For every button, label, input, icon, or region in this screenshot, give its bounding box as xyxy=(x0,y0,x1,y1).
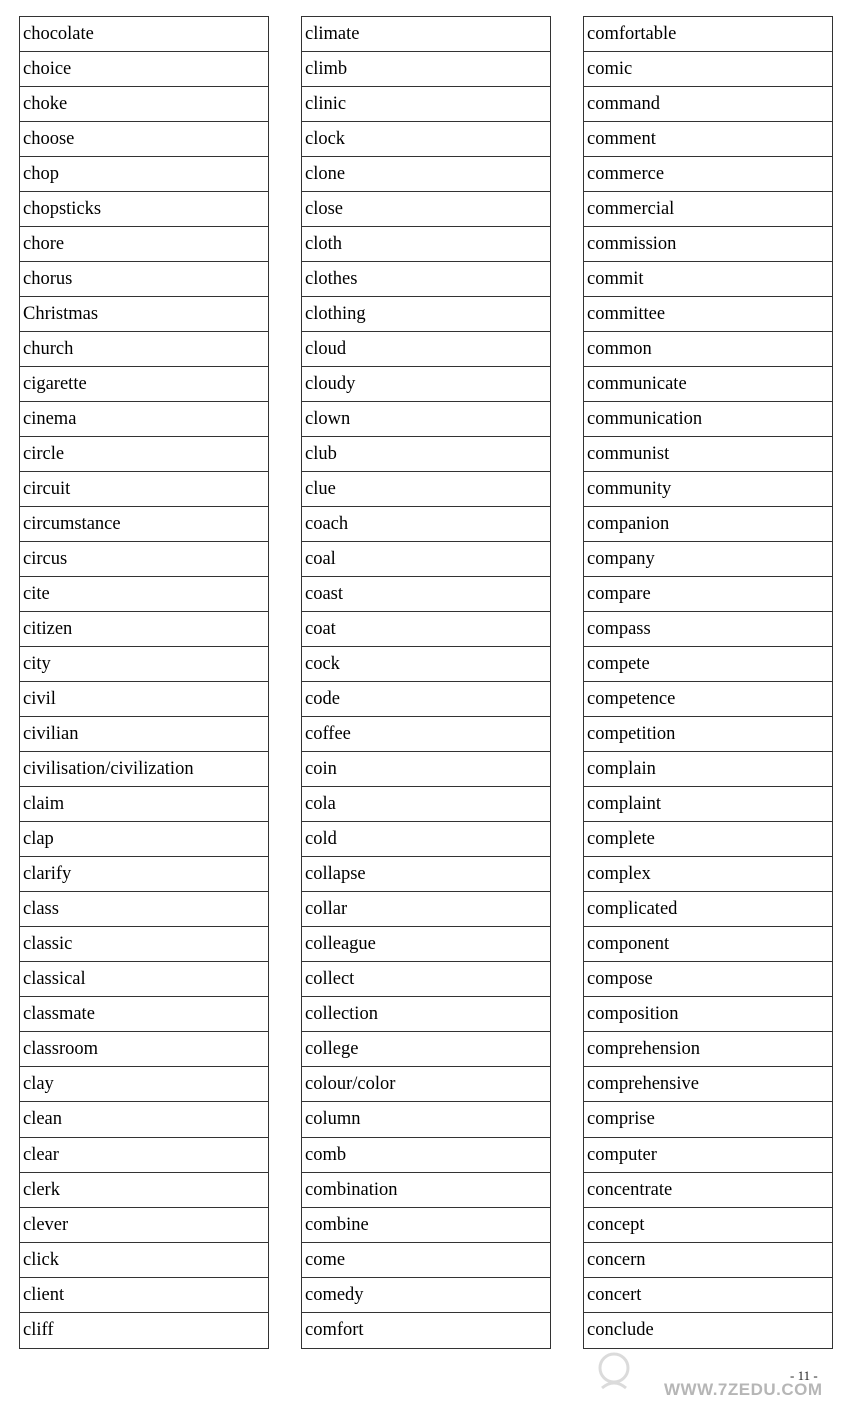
word-cell: clarify xyxy=(20,857,268,892)
word-cell: colour/color xyxy=(302,1067,550,1102)
word-cell: click xyxy=(20,1243,268,1278)
word-cell: comic xyxy=(584,52,832,87)
word-cell: commission xyxy=(584,227,832,262)
word-cell: circuit xyxy=(20,472,268,507)
word-cell: colleague xyxy=(302,927,550,962)
word-cell: collection xyxy=(302,997,550,1032)
word-cell: club xyxy=(302,437,550,472)
word-cell: complaint xyxy=(584,787,832,822)
word-cell: civilian xyxy=(20,717,268,752)
word-cell: chorus xyxy=(20,262,268,297)
word-cell: cola xyxy=(302,787,550,822)
page-number: - 11 - xyxy=(790,1368,818,1383)
word-cell: circumstance xyxy=(20,507,268,542)
word-cell: coach xyxy=(302,507,550,542)
word-cell: choose xyxy=(20,122,268,157)
word-cell: command xyxy=(584,87,832,122)
word-cell: compete xyxy=(584,647,832,682)
word-cell: companion xyxy=(584,507,832,542)
word-cell: communist xyxy=(584,437,832,472)
word-cell: close xyxy=(302,192,550,227)
word-cell: client xyxy=(20,1278,268,1313)
word-cell: concentrate xyxy=(584,1173,832,1208)
word-cell: chore xyxy=(20,227,268,262)
word-cell: coffee xyxy=(302,717,550,752)
word-cell: classical xyxy=(20,962,268,997)
word-cell: cloud xyxy=(302,332,550,367)
word-cell: clear xyxy=(20,1138,268,1173)
word-cell: clean xyxy=(20,1102,268,1137)
word-cell: comfort xyxy=(305,1319,364,1340)
word-cell: circle xyxy=(20,437,268,472)
watermark-url: WWW.7ZEDU.COM xyxy=(664,1380,823,1399)
word-cell: cliff xyxy=(23,1319,54,1340)
word-cell: college xyxy=(302,1032,550,1067)
word-cell: classmate xyxy=(20,997,268,1032)
word-cell: classic xyxy=(20,927,268,962)
word-cell: choice xyxy=(20,52,268,87)
word-cell: code xyxy=(302,682,550,717)
word-cell: civilisation/civilization xyxy=(20,752,268,787)
word-cell: civil xyxy=(20,682,268,717)
word-cell: community xyxy=(584,472,832,507)
word-cell: combination xyxy=(302,1173,550,1208)
word-cell: chop xyxy=(20,157,268,192)
word-cell: climb xyxy=(302,52,550,87)
word-cell: comment xyxy=(584,122,832,157)
word-cell: collect xyxy=(302,962,550,997)
word-cell: coast xyxy=(302,577,550,612)
word-cell: competition xyxy=(584,717,832,752)
word-column-1 xyxy=(19,16,269,1349)
word-cell: chopsticks xyxy=(20,192,268,227)
word-cell: citizen xyxy=(20,612,268,647)
word-cell: comfortable xyxy=(584,17,832,52)
word-cell: choke xyxy=(20,87,268,122)
word-cell: collar xyxy=(302,892,550,927)
word-cell: commercial xyxy=(584,192,832,227)
word-cell: class xyxy=(20,892,268,927)
word-cell: coin xyxy=(302,752,550,787)
word-cell: conclude xyxy=(587,1319,654,1340)
word-cell: classroom xyxy=(20,1032,268,1067)
word-cell: complain xyxy=(584,752,832,787)
word-cell: committee xyxy=(584,297,832,332)
word-cell: clever xyxy=(20,1208,268,1243)
word-cell: component xyxy=(584,927,832,962)
word-cell: communication xyxy=(584,402,832,437)
word-cell: church xyxy=(20,332,268,367)
word-cell: cinema xyxy=(20,402,268,437)
word-cell: clock xyxy=(302,122,550,157)
word-cell: comb xyxy=(302,1138,550,1173)
word-cell: clone xyxy=(302,157,550,192)
word-cell: concern xyxy=(584,1243,832,1278)
word-cell: complicated xyxy=(584,892,832,927)
word-cell: clue xyxy=(302,472,550,507)
word-column-3 xyxy=(583,16,833,1349)
word-cell: chocolate xyxy=(20,17,268,52)
word-cell: concert xyxy=(584,1278,832,1313)
word-cell: clerk xyxy=(20,1173,268,1208)
word-cell: column xyxy=(302,1102,550,1137)
word-cell: cold xyxy=(302,822,550,857)
word-cell: compare xyxy=(584,577,832,612)
word-cell: Christmas xyxy=(20,297,268,332)
word-cell: circus xyxy=(20,542,268,577)
word-cell: clay xyxy=(20,1067,268,1102)
word-cell: coal xyxy=(302,542,550,577)
word-cell: coat xyxy=(302,612,550,647)
word-cell: communicate xyxy=(584,367,832,402)
word-cell: clap xyxy=(20,822,268,857)
word-cell: cloth xyxy=(302,227,550,262)
word-cell: competence xyxy=(584,682,832,717)
word-column-2 xyxy=(301,16,551,1349)
word-cell: common xyxy=(584,332,832,367)
word-cell: commerce xyxy=(584,157,832,192)
word-cell: compass xyxy=(584,612,832,647)
word-cell: clothing xyxy=(302,297,550,332)
word-cell: city xyxy=(20,647,268,682)
word-cell: clothes xyxy=(302,262,550,297)
word-cell: clinic xyxy=(302,87,550,122)
word-cell: compose xyxy=(584,962,832,997)
word-cell: composition xyxy=(584,997,832,1032)
word-cell: comedy xyxy=(302,1278,550,1313)
word-cell: climate xyxy=(302,17,550,52)
word-cell: cigarette xyxy=(20,367,268,402)
word-cell: collapse xyxy=(302,857,550,892)
word-cell: comprehension xyxy=(584,1032,832,1067)
word-cell: commit xyxy=(584,262,832,297)
word-cell: claim xyxy=(20,787,268,822)
word-cell: cloudy xyxy=(302,367,550,402)
word-cell: complex xyxy=(584,857,832,892)
word-cell: cock xyxy=(302,647,550,682)
word-cell: cite xyxy=(20,577,268,612)
word-cell: clown xyxy=(302,402,550,437)
word-cell: concept xyxy=(584,1208,832,1243)
word-cell: comprise xyxy=(584,1102,832,1137)
word-cell: come xyxy=(302,1243,550,1278)
word-cell: computer xyxy=(584,1138,832,1173)
word-cell: comprehensive xyxy=(584,1067,832,1102)
word-cell: company xyxy=(584,542,832,577)
word-cell: combine xyxy=(302,1208,550,1243)
word-cell: complete xyxy=(584,822,832,857)
